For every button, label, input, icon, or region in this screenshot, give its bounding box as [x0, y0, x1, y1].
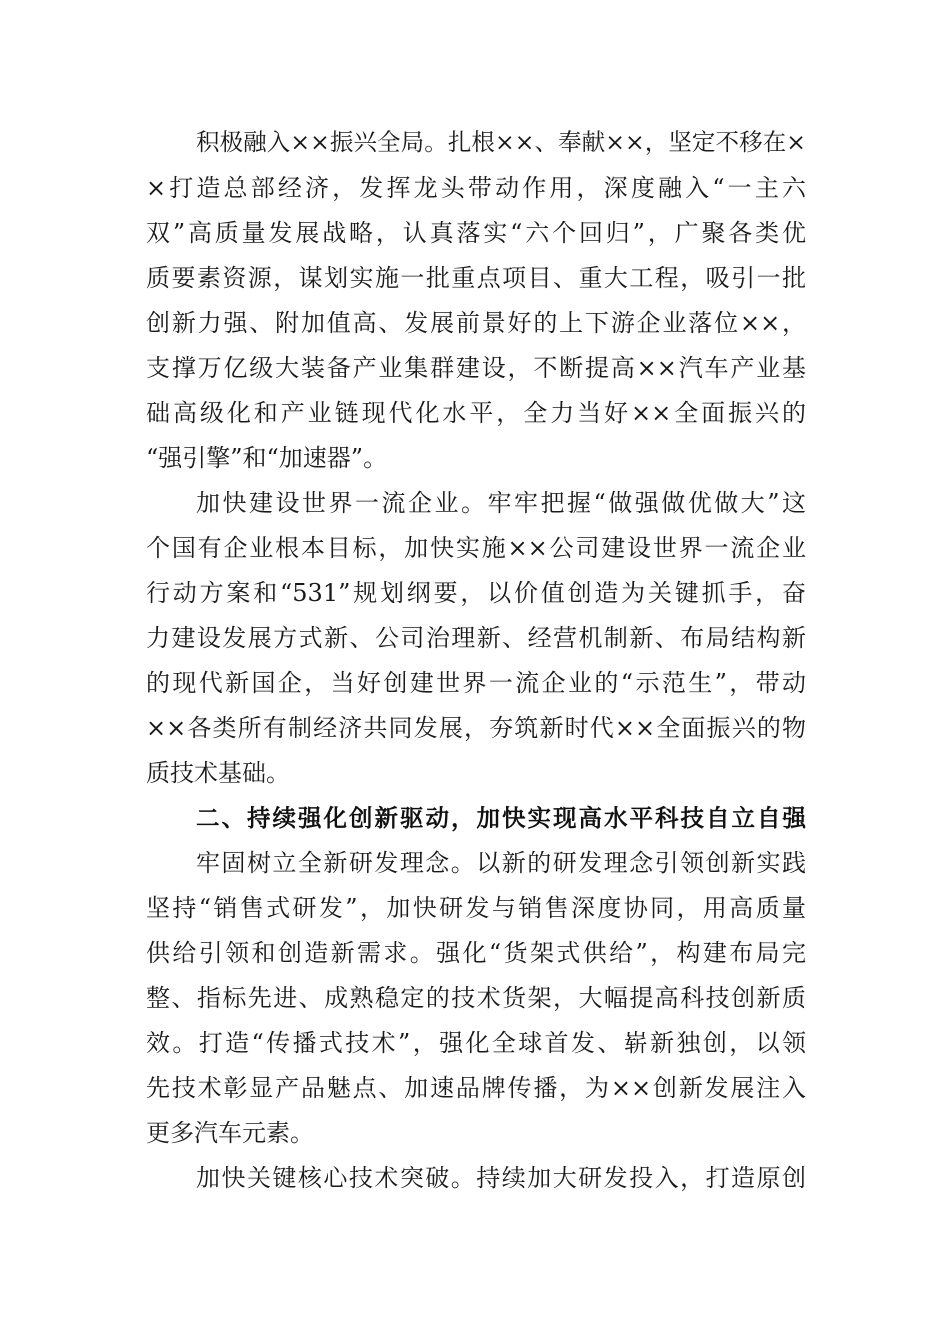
paragraph-2-line-2: 个国有企业根本目标，加快实施××公司建设世界一流企业	[146, 534, 806, 562]
section-heading: 二、持续强化创新驱动，加快实现高水平科技自立自强	[196, 804, 806, 832]
paragraph-2-line-1: 加快建设世界一流企业。牢牢把握“做强做优做大”这	[196, 489, 806, 517]
paragraph-1-line-6: 支撑万亿级大装备产业集群建设，不断提高××汽车产业基	[146, 354, 806, 382]
paragraph-3-line-7: 更多汽车元素。	[146, 1119, 314, 1147]
paragraph-3-line-6: 先技术彰显产品魅点、加速品牌传播，为××创新发展注入	[146, 1074, 806, 1102]
paragraph-3-line-4: 整、指标先进、成熟稳定的技术货架，大幅提高科技创新质	[146, 984, 806, 1012]
paragraph-1-line-3: 双”高质量发展战略，认真落实“六个回归”，广聚各类优	[146, 219, 806, 247]
paragraph-3-line-5: 效。打造“传播式技术”，强化全球首发、崭新独创，以领	[146, 1029, 806, 1057]
paragraph-1-line-2: ×打造总部经济，发挥龙头带动作用，深度融入“一主六	[146, 174, 806, 202]
paragraph-1-line-8: “强引擎”和“加速器”。	[146, 444, 388, 472]
paragraph-1-line-5: 创新力强、附加值高、发展前景好的上下游企业落位××，	[146, 309, 806, 337]
paragraph-2-line-7: 质技术基础。	[146, 759, 290, 787]
paragraph-3-line-3: 供给引领和创造新需求。强化“货架式供给”，构建布局完	[146, 939, 806, 967]
paragraph-1-line-7: 础高级化和产业链现代化水平，全力当好××全面振兴的	[146, 399, 806, 427]
paragraph-2-line-4: 力建设发展方式新、公司治理新、经营机制新、布局结构新	[146, 624, 806, 652]
paragraph-2-line-3: 行动方案和“531”规划纲要，以价值创造为关键抓手，奋	[146, 579, 806, 607]
paragraph-2-line-5: 的现代新国企，当好创建世界一流企业的“示范生”，带动	[146, 669, 806, 697]
paragraph-2-line-6: ××各类所有制经济共同发展，夯筑新时代××全面振兴的物	[146, 714, 806, 742]
paragraph-3-line-2: 坚持“销售式研发”，加快研发与销售深度协同，用高质量	[146, 894, 806, 922]
paragraph-1-line-4: 质要素资源，谋划实施一批重点项目、重大工程，吸引一批	[146, 264, 806, 292]
paragraph-1-line-1: 积极融入××振兴全局。扎根××、奉献××，坚定不移在×	[196, 128, 806, 156]
paragraph-3-line-1: 牢固树立全新研发理念。以新的研发理念引领创新实践	[196, 849, 806, 877]
paragraph-4-line-1: 加快关键核心技术突破。持续加大研发投入，打造原创	[196, 1164, 806, 1192]
